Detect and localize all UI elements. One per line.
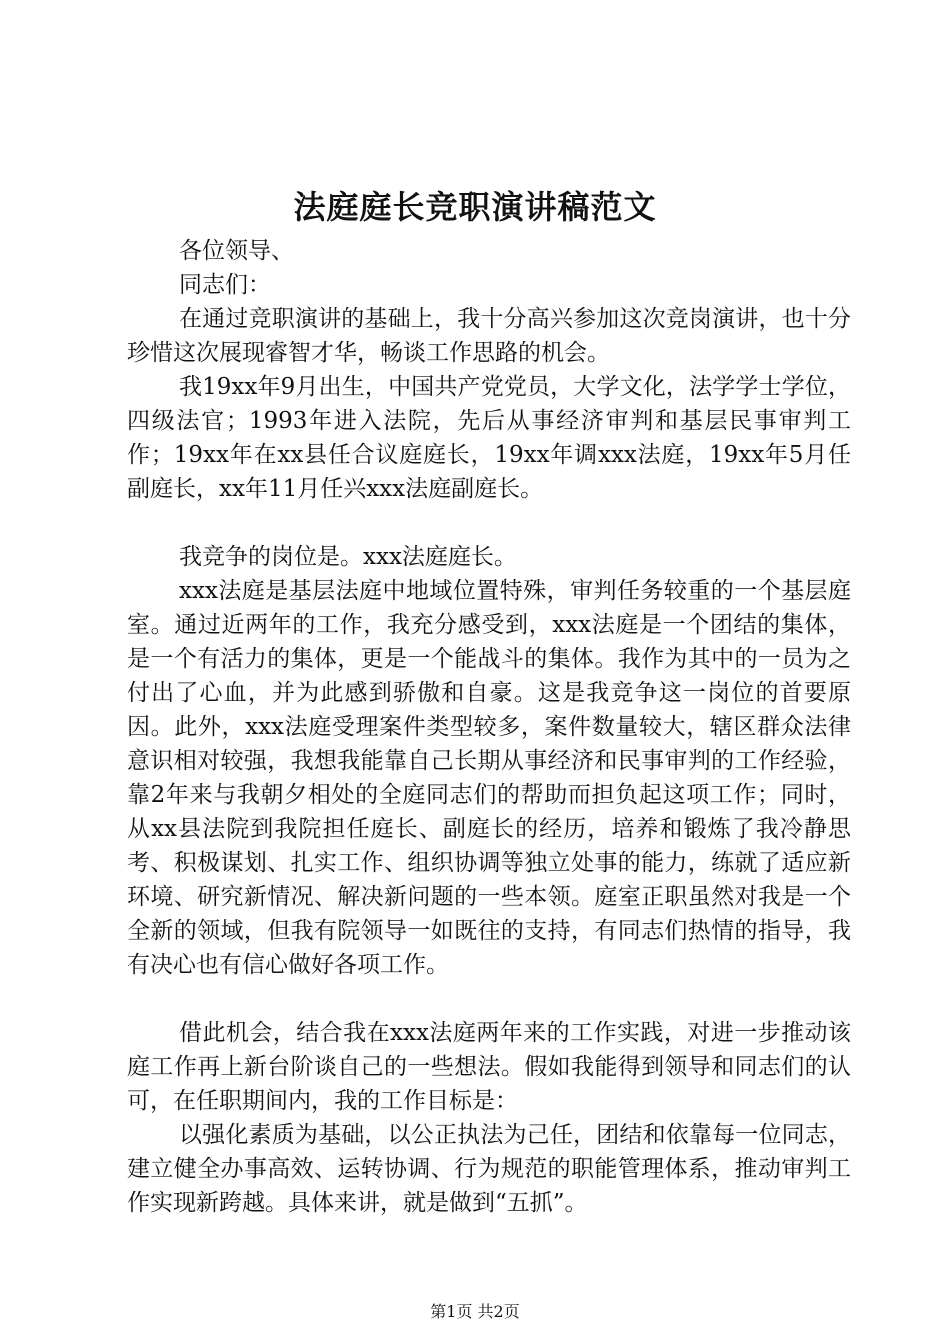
paragraph-opening: 在通过竞职演讲的基础上，我十分高兴参加这次竞岗演讲，也十分珍惜这次展现睿智才华，畅谈工作思路的机会。 [127, 306, 851, 366]
paragraph-position: 我竞争的岗位是。xxx法庭庭长。 [179, 544, 517, 570]
salutation-leaders: 各位领导、 [179, 238, 294, 264]
document-title: 法庭庭长竞职演讲稿范文 [293, 188, 657, 226]
paragraph-background: 我19xx年9月出生，中国共产党党员，大学文化，法学学士学位，四级法官；1993年进入法院，先后从事经济审判和基层民事审判工作；19xx年在xx县任合议庭庭长，19xx年调xxx法庭，19xx年5月任副庭长，xx年11月任兴xxx法庭副庭长。 [127, 374, 851, 502]
paragraph-reasons: xxx法庭是基层法庭中地域位置特殊，审判任务较重的一个基层庭室。通过近两年的工作，我充分感受到，xxx法庭是一个团结的集体，是一个有活力的集体，更是一个能战斗的集体。我作为其中的一员为之付出了心血，并为此感到骄傲和自豪。这是我竞争这一岗位的首要原因。此外，xxx法庭受理案件类型较多，案件数量较大，辖区群众法律意识相对较强，我想我能靠自己长期从事经济和民事审判的工作经验，靠2年来与我朝夕相处的全庭同志们的帮助而担负起这项工作；同时，从xx县法院到我院担任庭长、副庭长的经历，培养和锻炼了我冷静思考、积极谋划、扎实工作、组织协调等独立处事的能力，练就了适应新环境、研究新情况、解决新问题的一些本领。庭室正职虽然对我是一个全新的领域，但我有院领导一如既往的支持，有同志们热情的指导，我有决心也有信心做好各项工作。 [127, 578, 851, 978]
page-footer: 第1页 共2页 [430, 1302, 520, 1321]
salutation-comrades: 同志们： [179, 272, 271, 298]
paragraph-goals: 以强化素质为基础，以公正执法为己任，团结和依靠每一位同志，建立健全办事高效、运转协调、行为规范的职能管理体系，推动审判工作实现新跨越。具体来讲，就是做到“五抓”。 [127, 1122, 851, 1216]
paragraph-ideas: 借此机会，结合我在xxx法庭两年来的工作实践，对进一步推动该庭工作再上新台阶谈自己的一些想法。假如我能得到领导和同志们的认可，在任职期间内，我的工作目标是： [127, 1020, 851, 1114]
document-body [127, 234, 851, 1220]
